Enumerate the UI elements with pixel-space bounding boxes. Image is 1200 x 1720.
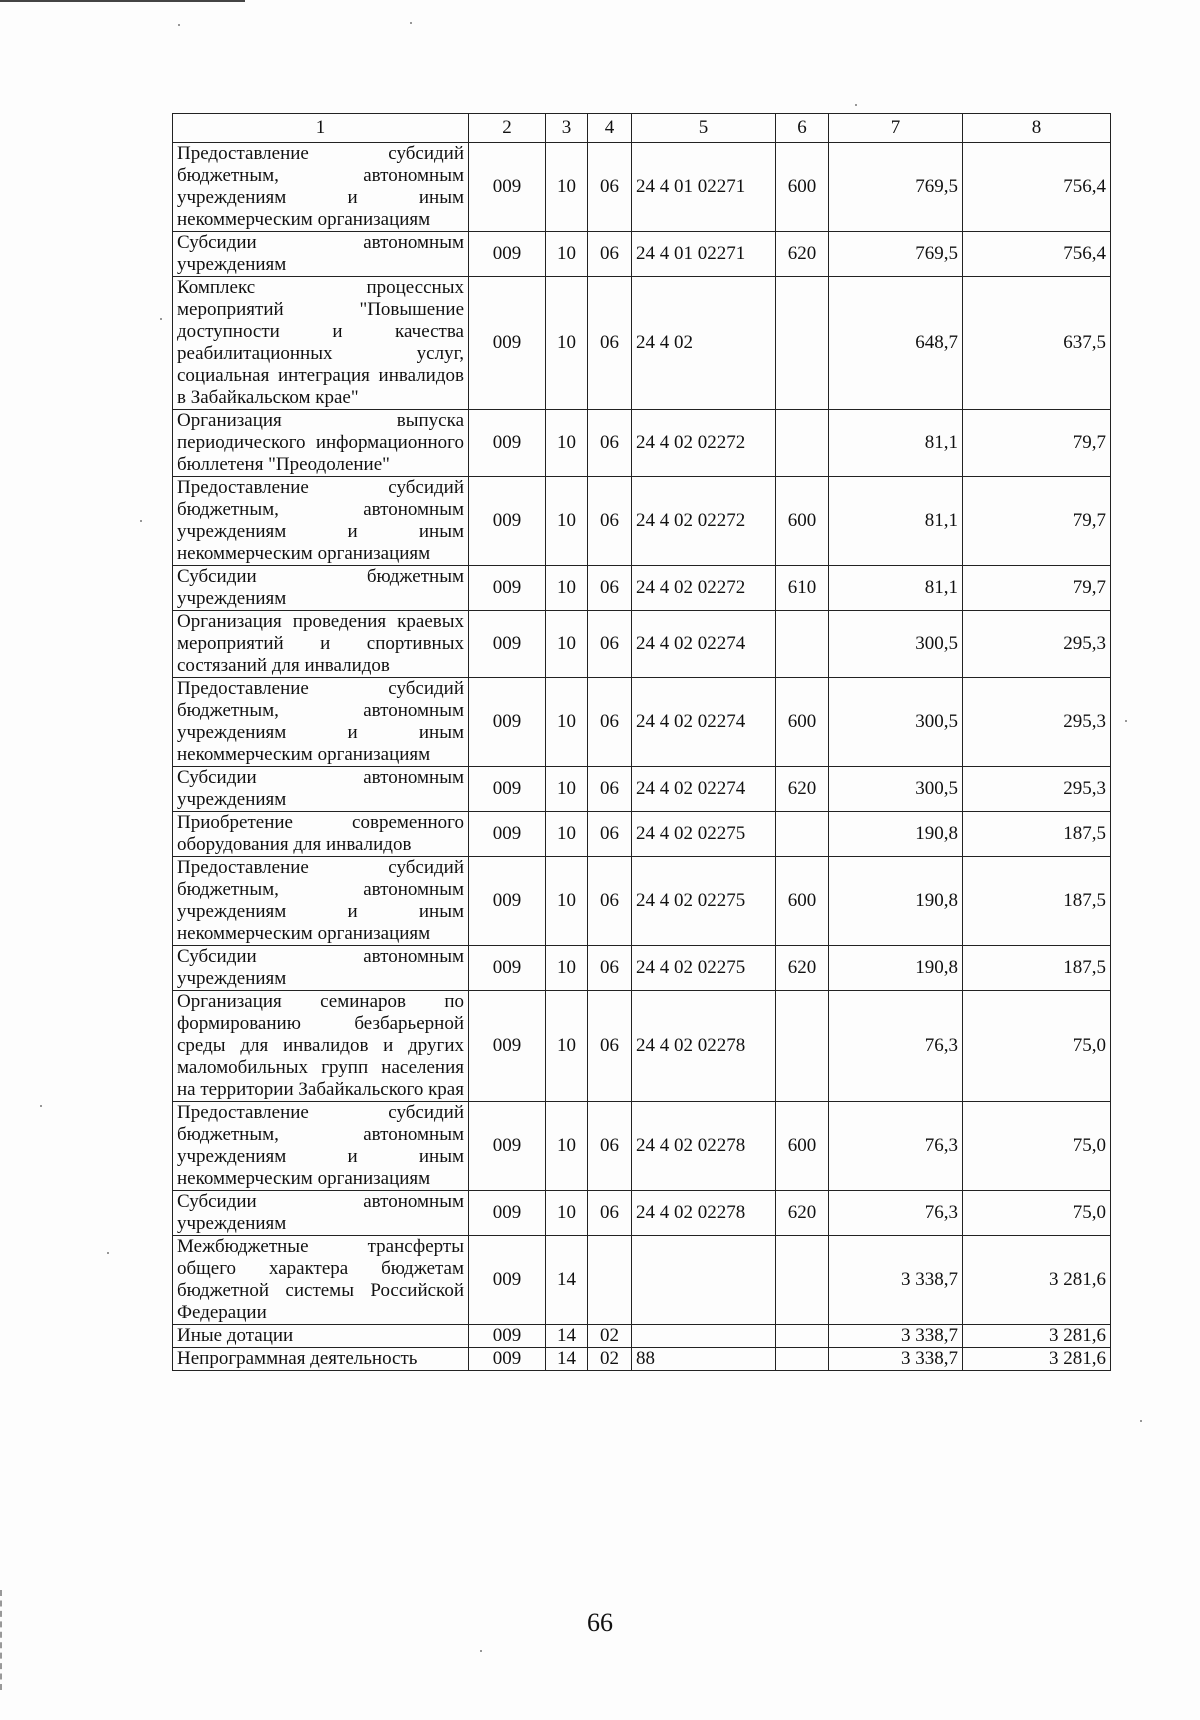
scan-speck <box>855 104 857 106</box>
row-target-article: 24 4 02 02278 <box>632 1102 776 1191</box>
table-row <box>173 1348 1111 1371</box>
scan-speck <box>107 1252 109 1254</box>
row-amount-7: 81,1 <box>829 410 963 477</box>
row-section: 10 <box>546 812 588 857</box>
row-target-article: 24 4 02 02275 <box>632 812 776 857</box>
row-expense-type: 620 <box>776 232 829 277</box>
row-expense-type <box>776 1325 829 1348</box>
table-row <box>173 812 1111 857</box>
row-amount-7: 300,5 <box>829 611 963 678</box>
row-amount-8: 187,5 <box>963 812 1111 857</box>
row-name: Предоставление субсидий бюджетным, автономным учреждениям и иным некоммерческим организациям <box>173 477 469 566</box>
row-amount-7: 3 338,7 <box>829 1348 963 1371</box>
header-col-2: 2 <box>469 114 546 143</box>
row-amount-7: 76,3 <box>829 1102 963 1191</box>
row-admin-code: 009 <box>469 1348 546 1371</box>
row-admin-code: 009 <box>469 611 546 678</box>
table-row <box>173 857 1111 946</box>
row-section: 10 <box>546 1191 588 1236</box>
row-subsection: 06 <box>588 946 632 991</box>
table-row <box>173 1325 1111 1348</box>
header-col-6: 6 <box>776 114 829 143</box>
row-section: 10 <box>546 767 588 812</box>
row-target-article: 24 4 02 02278 <box>632 991 776 1102</box>
row-subsection: 06 <box>588 1191 632 1236</box>
row-amount-7: 190,8 <box>829 946 963 991</box>
table-row <box>173 143 1111 232</box>
row-amount-8: 75,0 <box>963 1191 1111 1236</box>
row-amount-7: 769,5 <box>829 143 963 232</box>
table-header-row <box>173 114 1111 143</box>
row-target-article: 24 4 02 02274 <box>632 611 776 678</box>
row-name: Предоставление субсидий бюджетным, автономным учреждениям и иным некоммерческим организациям <box>173 678 469 767</box>
row-expense-type: 600 <box>776 857 829 946</box>
row-section: 10 <box>546 611 588 678</box>
row-section: 14 <box>546 1348 588 1371</box>
row-admin-code: 009 <box>469 410 546 477</box>
row-section: 10 <box>546 857 588 946</box>
row-amount-7: 190,8 <box>829 812 963 857</box>
row-admin-code: 009 <box>469 1236 546 1325</box>
row-admin-code: 009 <box>469 143 546 232</box>
row-expense-type <box>776 277 829 410</box>
row-admin-code: 009 <box>469 1191 546 1236</box>
header-col-3: 3 <box>546 114 588 143</box>
row-name: Непрограммная деятельность <box>173 1348 469 1371</box>
row-subsection: 06 <box>588 678 632 767</box>
row-subsection: 06 <box>588 477 632 566</box>
budget-table <box>172 113 1111 1371</box>
table-row <box>173 1236 1111 1325</box>
row-name: Субсидии автономным учреждениям <box>173 946 469 991</box>
scan-speck <box>480 1650 482 1652</box>
row-amount-8: 637,5 <box>963 277 1111 410</box>
row-expense-type: 600 <box>776 477 829 566</box>
row-amount-8: 3 281,6 <box>963 1236 1111 1325</box>
scan-speck <box>178 24 180 26</box>
row-name: Комплекс процессных мероприятий "Повышение доступности и качества реабилитационных услуг, социальная интеграция инвалидов в Забайкальском крае" <box>173 277 469 410</box>
row-amount-8: 295,3 <box>963 767 1111 812</box>
row-subsection <box>588 1236 632 1325</box>
row-target-article: 24 4 02 02274 <box>632 767 776 812</box>
scan-top-rule <box>0 0 245 2</box>
table-row <box>173 277 1111 410</box>
scan-speck <box>1125 720 1127 722</box>
row-subsection: 06 <box>588 143 632 232</box>
row-expense-type: 620 <box>776 767 829 812</box>
table-row <box>173 946 1111 991</box>
table-row <box>173 566 1111 611</box>
row-amount-7: 76,3 <box>829 991 963 1102</box>
row-subsection: 06 <box>588 767 632 812</box>
row-expense-type: 620 <box>776 1191 829 1236</box>
row-amount-8: 187,5 <box>963 946 1111 991</box>
row-amount-7: 81,1 <box>829 566 963 611</box>
row-section: 10 <box>546 678 588 767</box>
row-section: 10 <box>546 477 588 566</box>
row-target-article: 24 4 02 02275 <box>632 946 776 991</box>
row-name: Организация проведения краевых мероприятий и спортивных состязаний для инвалидов <box>173 611 469 678</box>
row-admin-code: 009 <box>469 1102 546 1191</box>
row-subsection: 06 <box>588 566 632 611</box>
row-admin-code: 009 <box>469 1325 546 1348</box>
row-expense-type: 610 <box>776 566 829 611</box>
table-row <box>173 410 1111 477</box>
row-name: Иные дотации <box>173 1325 469 1348</box>
row-amount-7: 648,7 <box>829 277 963 410</box>
row-amount-8: 79,7 <box>963 410 1111 477</box>
row-admin-code: 009 <box>469 812 546 857</box>
row-section: 10 <box>546 946 588 991</box>
row-expense-type <box>776 1348 829 1371</box>
page-number: 66 <box>587 1608 613 1637</box>
row-expense-type <box>776 812 829 857</box>
row-amount-8: 79,7 <box>963 566 1111 611</box>
row-section: 10 <box>546 277 588 410</box>
row-amount-7: 300,5 <box>829 678 963 767</box>
table-row <box>173 678 1111 767</box>
row-admin-code: 009 <box>469 678 546 767</box>
row-amount-8: 75,0 <box>963 1102 1111 1191</box>
scan-speck <box>140 520 142 522</box>
row-target-article: 24 4 02 02274 <box>632 678 776 767</box>
row-admin-code: 009 <box>469 991 546 1102</box>
row-admin-code: 009 <box>469 857 546 946</box>
table-row <box>173 611 1111 678</box>
header-col-7: 7 <box>829 114 963 143</box>
row-admin-code: 009 <box>469 277 546 410</box>
row-subsection: 06 <box>588 812 632 857</box>
row-name: Предоставление субсидий бюджетным, автономным учреждениям и иным некоммерческим организациям <box>173 857 469 946</box>
row-target-article: 24 4 02 02275 <box>632 857 776 946</box>
row-amount-7: 81,1 <box>829 477 963 566</box>
row-amount-8: 79,7 <box>963 477 1111 566</box>
row-target-article: 88 <box>632 1348 776 1371</box>
scan-speck <box>160 318 162 320</box>
table-row <box>173 767 1111 812</box>
row-expense-type <box>776 410 829 477</box>
row-section: 10 <box>546 1102 588 1191</box>
table-row <box>173 991 1111 1102</box>
row-expense-type <box>776 611 829 678</box>
row-name: Приобретение современного оборудования для инвалидов <box>173 812 469 857</box>
row-amount-8: 756,4 <box>963 232 1111 277</box>
row-name: Межбюджетные трансферты общего характера бюджетам бюджетной системы Российской Федерации <box>173 1236 469 1325</box>
row-admin-code: 009 <box>469 477 546 566</box>
row-name: Субсидии автономным учреждениям <box>173 767 469 812</box>
table-row <box>173 477 1111 566</box>
row-expense-type: 600 <box>776 143 829 232</box>
row-amount-8: 295,3 <box>963 678 1111 767</box>
row-section: 10 <box>546 566 588 611</box>
row-subsection: 06 <box>588 232 632 277</box>
row-amount-7: 190,8 <box>829 857 963 946</box>
scan-left-edge <box>0 1590 4 1690</box>
row-amount-8: 75,0 <box>963 991 1111 1102</box>
row-name: Организация выпуска периодического информационного бюллетеня "Преодоление" <box>173 410 469 477</box>
row-subsection: 06 <box>588 991 632 1102</box>
row-name: Субсидии автономным учреждениям <box>173 1191 469 1236</box>
scan-speck <box>1140 1420 1142 1422</box>
row-name: Предоставление субсидий бюджетным, автономным учреждениям и иным некоммерческим организациям <box>173 1102 469 1191</box>
header-col-5: 5 <box>632 114 776 143</box>
row-subsection: 06 <box>588 611 632 678</box>
row-section: 10 <box>546 410 588 477</box>
row-amount-7: 769,5 <box>829 232 963 277</box>
table-row <box>173 1191 1111 1236</box>
row-subsection: 06 <box>588 1102 632 1191</box>
row-target-article: 24 4 02 02272 <box>632 477 776 566</box>
row-target-article: 24 4 02 <box>632 277 776 410</box>
row-section: 14 <box>546 1236 588 1325</box>
row-target-article: 24 4 01 02271 <box>632 143 776 232</box>
row-target-article: 24 4 02 02272 <box>632 410 776 477</box>
row-admin-code: 009 <box>469 566 546 611</box>
row-section: 10 <box>546 991 588 1102</box>
scan-speck <box>410 22 412 24</box>
scan-speck <box>40 1105 42 1107</box>
row-name: Субсидии бюджетным учреждениям <box>173 566 469 611</box>
row-expense-type: 620 <box>776 946 829 991</box>
row-amount-8: 187,5 <box>963 857 1111 946</box>
row-target-article: 24 4 02 02278 <box>632 1191 776 1236</box>
row-expense-type <box>776 1236 829 1325</box>
row-amount-8: 756,4 <box>963 143 1111 232</box>
row-amount-7: 3 338,7 <box>829 1325 963 1348</box>
row-target-article: 24 4 02 02272 <box>632 566 776 611</box>
row-subsection: 06 <box>588 410 632 477</box>
table-row <box>173 1102 1111 1191</box>
row-admin-code: 009 <box>469 767 546 812</box>
row-amount-8: 3 281,6 <box>963 1325 1111 1348</box>
row-name: Организация семинаров по формированию безбарьерной среды для инвалидов и других маломобильных групп населения на территории Забайкальского края <box>173 991 469 1102</box>
row-amount-8: 3 281,6 <box>963 1348 1111 1371</box>
row-name: Субсидии автономным учреждениям <box>173 232 469 277</box>
row-section: 10 <box>546 143 588 232</box>
row-admin-code: 009 <box>469 232 546 277</box>
row-expense-type <box>776 991 829 1102</box>
row-section: 14 <box>546 1325 588 1348</box>
row-subsection: 06 <box>588 277 632 410</box>
row-amount-8: 295,3 <box>963 611 1111 678</box>
row-amount-7: 76,3 <box>829 1191 963 1236</box>
row-admin-code: 009 <box>469 946 546 991</box>
row-target-article: 24 4 01 02271 <box>632 232 776 277</box>
row-amount-7: 300,5 <box>829 767 963 812</box>
row-subsection: 06 <box>588 857 632 946</box>
header-col-4: 4 <box>588 114 632 143</box>
row-target-article <box>632 1325 776 1348</box>
row-name: Предоставление субсидий бюджетным, автономным учреждениям и иным некоммерческим организациям <box>173 143 469 232</box>
table-row <box>173 232 1111 277</box>
row-expense-type: 600 <box>776 1102 829 1191</box>
row-section: 10 <box>546 232 588 277</box>
row-amount-7: 3 338,7 <box>829 1236 963 1325</box>
row-subsection: 02 <box>588 1348 632 1371</box>
row-target-article <box>632 1236 776 1325</box>
header-col-8: 8 <box>963 114 1111 143</box>
row-expense-type: 600 <box>776 678 829 767</box>
header-col-1: 1 <box>173 114 469 143</box>
row-subsection: 02 <box>588 1325 632 1348</box>
